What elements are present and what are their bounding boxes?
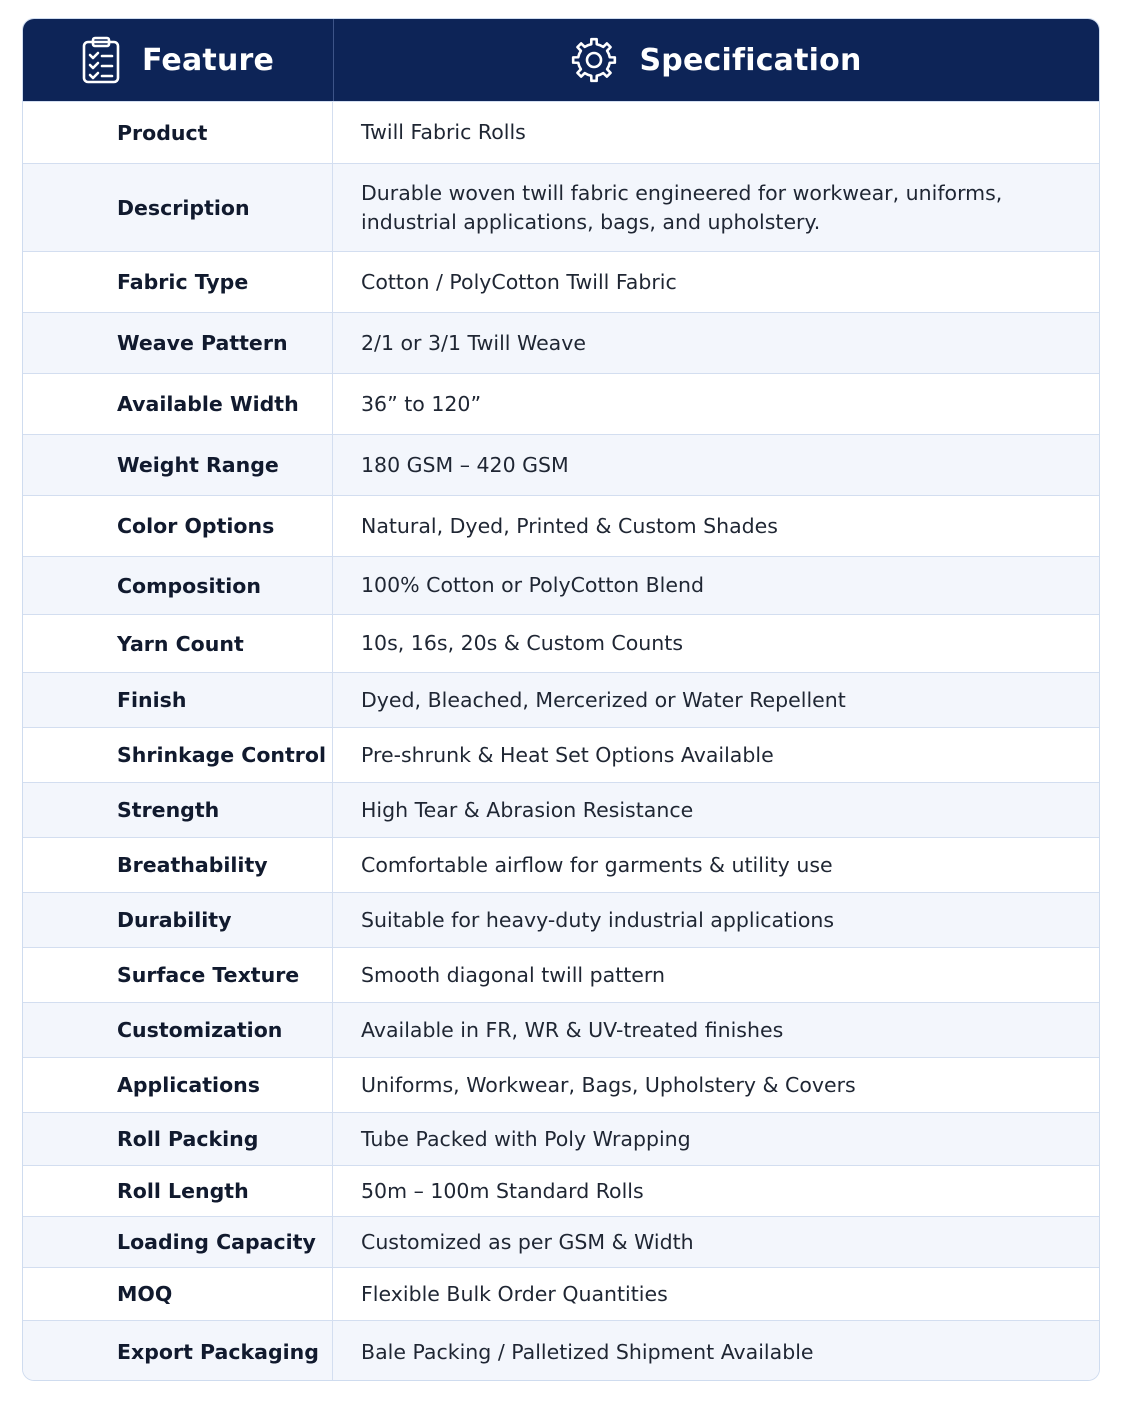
specification-cell: Twill Fabric Rolls <box>361 120 526 144</box>
feature-cell: Description <box>23 164 333 251</box>
feature-cell: Surface Texture <box>23 948 333 1002</box>
table-row <box>23 312 1099 373</box>
table-row <box>23 1112 1099 1165</box>
clipboard-checklist-icon <box>82 36 120 84</box>
table-row <box>23 614 1099 672</box>
feature-cell: Roll Length <box>23 1166 333 1216</box>
table-row <box>23 1267 1099 1320</box>
specification-cell: Pre-shrunk & Heat Set Options Available <box>361 742 774 767</box>
table-body <box>23 101 1099 1381</box>
feature-cell: Finish <box>23 673 333 727</box>
table-row <box>23 1057 1099 1112</box>
feature-cell: Color Options <box>23 496 333 556</box>
feature-cell: Customization <box>23 1003 333 1057</box>
table-row <box>23 101 1099 163</box>
feature-cell: Fabric Type <box>23 252 333 312</box>
specification-cell: Flexible Bulk Order Quantities <box>361 1281 668 1306</box>
table-row <box>23 556 1099 614</box>
table-row <box>23 251 1099 312</box>
table-row <box>23 1002 1099 1057</box>
specification-cell: Uniforms, Workwear, Bags, Upholstery & Covers <box>361 1072 856 1097</box>
table-row <box>23 163 1099 251</box>
table-row <box>23 727 1099 782</box>
feature-cell: Weave Pattern <box>23 313 333 373</box>
specification-cell: 50m – 100m Standard Rolls <box>361 1178 644 1203</box>
header-feature <box>23 19 334 101</box>
specification-cell: 36” to 120” <box>361 391 482 416</box>
feature-cell: Composition <box>23 557 333 614</box>
specification-cell: Comfortable airflow for garments & utility use <box>361 852 833 877</box>
feature-cell: Yarn Count <box>23 615 333 672</box>
header-specification-label: Specification <box>639 42 862 78</box>
table-row <box>23 837 1099 892</box>
specification-cell: Available in FR, WR & UV-treated finishes <box>361 1017 784 1042</box>
specification-cell: Tube Packed with Poly Wrapping <box>361 1126 691 1151</box>
specification-cell: Smooth diagonal twill pattern <box>361 962 665 987</box>
feature-cell: Export Packaging <box>23 1321 333 1381</box>
table-row <box>23 373 1099 434</box>
table-row <box>23 1320 1099 1381</box>
specification-cell: 2/1 or 3/1 Twill Weave <box>361 330 586 355</box>
feature-cell: Product <box>23 102 333 163</box>
feature-cell: Applications <box>23 1058 333 1112</box>
specification-cell: High Tear & Abrasion Resistance <box>361 797 694 822</box>
feature-cell: Weight Range <box>23 435 333 495</box>
specification-cell: Customized as per GSM & Width <box>361 1229 694 1254</box>
header-specification <box>334 19 1099 101</box>
table-row <box>23 672 1099 727</box>
specification-cell: 100% Cotton or PolyCotton Blend <box>361 573 704 597</box>
feature-cell: MOQ <box>23 1268 333 1320</box>
specification-cell: Bale Packing / Palletized Shipment Available <box>361 1339 814 1364</box>
table-row <box>23 1216 1099 1267</box>
specification-cell: Suitable for heavy-duty industrial applications <box>361 907 835 932</box>
specification-cell: 180 GSM – 420 GSM <box>361 452 569 477</box>
table-row <box>23 434 1099 495</box>
feature-cell: Durability <box>23 893 333 947</box>
feature-cell: Strength <box>23 783 333 837</box>
table-row <box>23 1165 1099 1216</box>
table-row <box>23 495 1099 556</box>
table-row <box>23 782 1099 837</box>
feature-cell: Roll Packing <box>23 1113 333 1165</box>
specification-cell: Natural, Dyed, Printed & Custom Shades <box>361 513 778 538</box>
specification-cell: Durable woven twill fabric engineered for workwear, uniforms, industrial applications, bags, and upholstery. <box>361 180 1003 234</box>
feature-cell: Loading Capacity <box>23 1217 333 1267</box>
gear-icon <box>571 37 617 83</box>
feature-cell: Shrinkage Control <box>23 728 333 782</box>
feature-cell: Available Width <box>23 374 333 434</box>
table-header <box>23 19 1099 101</box>
table-row <box>23 892 1099 947</box>
feature-cell: Breathability <box>23 838 333 892</box>
table-row <box>23 947 1099 1002</box>
specification-cell: 10s, 16s, 20s & Custom Counts <box>361 631 683 655</box>
header-feature-label: Feature <box>141 42 275 78</box>
specification-cell: Dyed, Bleached, Mercerized or Water Repellent <box>361 687 846 712</box>
specification-cell: Cotton / PolyCotton Twill Fabric <box>361 269 677 294</box>
spec-table <box>22 18 1100 1381</box>
